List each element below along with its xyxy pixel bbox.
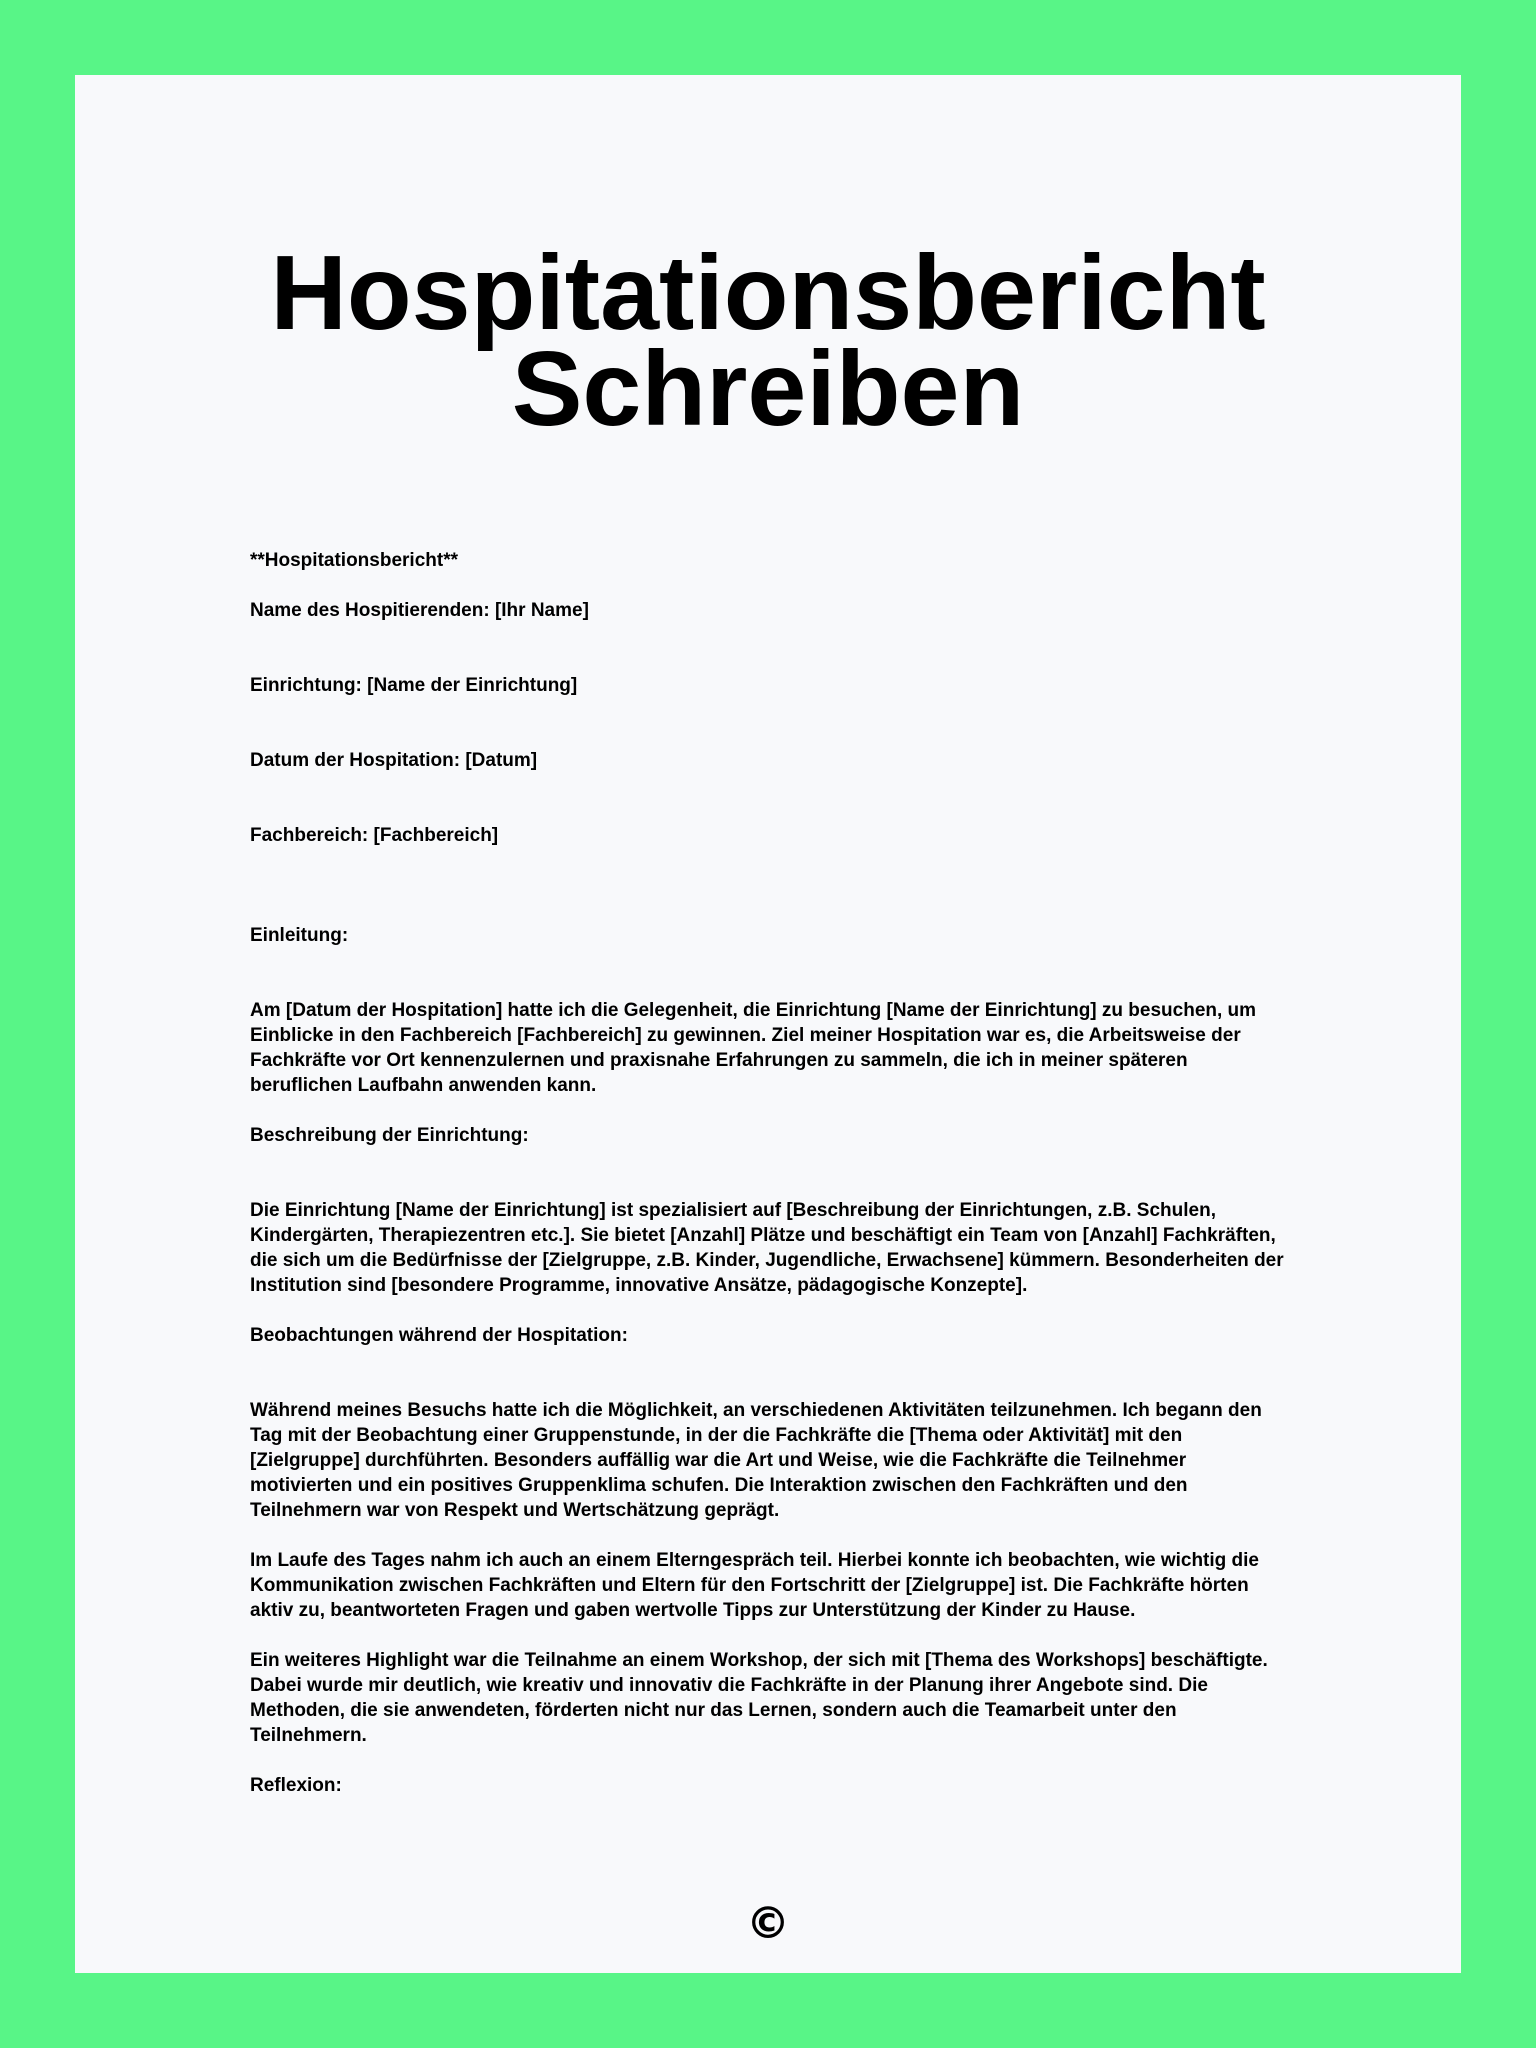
title-line-2: Schreiben [511,330,1025,448]
description-heading: Beschreibung der Einrichtung: [250,1125,529,1146]
intro-text: Am [Datum der Hospitation] hatte ich die Gelegenheit, die Einrichtung [Name der Einrichtung] zu besuchen, um Einblicke in den Fachbereich [Fachbereich] zu gewinnen. Ziel meiner Hospitation war es, die Arbeitsweise der Fachkräfte vor Ort kennenzulernen und praxisnahe Erfahrungen zu sammeln, die ich in meiner späteren beruflichen Laufbahn anwenden kann. [250,1000,1257,1096]
observations-paragraph-3: Ein weiteres Highlight war die Teilnahme an einem Workshop, der sich mit [Thema des Workshops] beschäftigte. Dabei wurde mir deutlich, wie kreativ und innovativ die Fachkräfte in der Planung ihrer Angebote sind. Die Methoden, die sie anwendeten, förderten nicht nur das Lernen, sondern auch die Teamarbeit unter den Teilnehmern. [250,1650,1268,1746]
document-page [75,75,1461,1973]
title-line-1: Hospitationsbericht [270,234,1266,352]
copyright-icon: © [746,1898,790,1949]
observations-paragraph-1: Während meines Besuchs hatte ich die Möglichkeit, an verschiedenen Aktivitäten teilzunehmen. Ich begann den Tag mit der Beobachtung einer Gruppenstunde, in der die Fachkräfte die [Thema oder Aktivität] mit den [Zielgruppe] durchführten. Besonders auffällig war die Art und Weise, wie die Fachkräfte die Teilnehmer motivierten und ein positives Gruppenklima schufen. Die Interaktion zwischen den Fachkräften und den Teilnehmern war von Respekt und Wertschätzung geprägt. [250,1400,1262,1521]
description-text: Die Einrichtung [Name der Einrichtung] ist spezialisiert auf [Beschreibung der Einrichtungen, z.B. Schulen, Kindergärten, Therapiezentren etc.]. Sie bietet [Anzahl] Plätze und beschäftigt ein Team von [Anzahl] Fachkräften, die sich um die Bedürfnisse der [Zielgruppe, z.B. Kinder, Jugendliche, Erwachsene] kümmern. Besonderheiten der Institution sind [besondere Programme, innovative Ansätze, pädagogische Konzepte]. [250,1200,1284,1296]
observations-paragraph-2: Im Laufe des Tages nahm ich auch an einem Elterngespräch teil. Hierbei konnte ich beobachten, wie wichtig die Kommunikation zwischen Fachkräften und Eltern für den Fortschritt der [Zielgruppe] ist. Die Fachkräfte hörten aktiv zu, beantworteten Fragen und gaben wertvolle Tipps zur Unterstützung der Kinder zu Hause. [250,1550,1260,1621]
observations-heading: Beobachtungen während der Hospitation: [250,1325,628,1346]
field-date: Datum der Hospitation: [Datum] [250,750,538,771]
document-body [250,548,1290,1798]
field-department: Fachbereich: [Fachbereich] [250,825,499,846]
report-header: **Hospitationsbericht** [250,550,458,571]
field-name: Name des Hospitierenden: [Ihr Name] [250,600,589,621]
field-institution: Einrichtung: [Name der Einrichtung] [250,675,578,696]
reflection-heading: Reflexion: [250,1775,342,1796]
intro-heading: Einleitung: [250,925,349,946]
document-title [75,234,1461,448]
